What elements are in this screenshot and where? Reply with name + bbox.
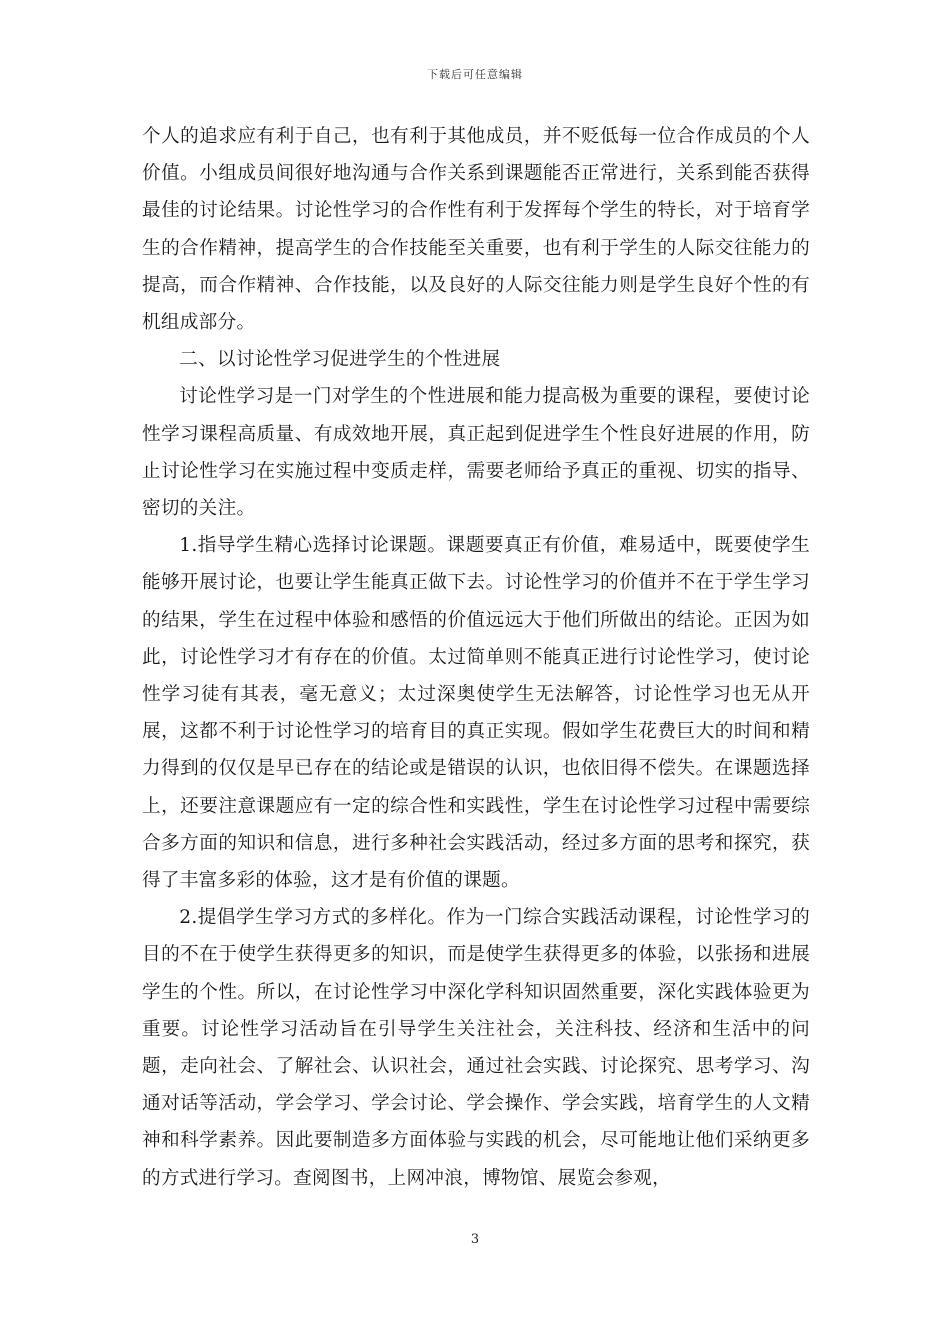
paragraph-continuation: 个人的追求应有利于自己，也有利于其他成员，并不贬低每一位合作成员的个人价值。小组成员间很好地沟通与合作关系到课题能否正常进行，关系到能否获得最佳的讨论结果。讨论性学习的合作性有利于发挥每个学生的特长，对于培育学生的合作精神，提高学生的合作技能至关重要，也有利于学生的人际交往能力的提高，而合作精神、合作技能，以及良好的人际交往能力则是学生良好个性的有机组成部分。 [142, 126, 810, 334]
section-heading: 二、以讨论性学习促进学生的个性进展 [179, 349, 501, 371]
document-body [142, 118, 810, 1197]
page-number: 3 [470, 1232, 480, 1247]
paragraph-item-1: 1.指导学生精心选择讨论课题。课题要真正有价值，难易适中，既要使学生能够开展讨论，也要让学生能真正做下去。讨论性学习的价值并不在于学生学习的结果，学生在过程中体验和感悟的价值远远大于他们所做出的结论。正因为如此，讨论性学习才有存在的价值。太过简单则不能真正进行讨论性学习，使讨论性学习徒有其表，毫无意义；太过深奥使学生无法解答，讨论性学习也无从开展，这都不利于讨论性学习的培育目的真正实现。假如学生花费巨大的时间和精力得到的仅仅是早已存在的结论或是错误的认识，也依旧得不偿失。在课题选择上，还要注意课题应有一定的综合性和实践性，学生在讨论性学习过程中需要综合多方面的知识和信息，进行多种社会实践活动，经过多方面的思考和探究，获得了丰富多彩的体验，这才是有价值的课题。 [142, 535, 810, 892]
paragraph-item-2: 2.提倡学生学习方式的多样化。作为一门综合实践活动课程，讨论性学习的目的不在于使学生获得更多的知识，而是使学生获得更多的体验，以张扬和进展学生的个性。所以，在讨论性学习中深化学科知识固然重要，深化实践体验更为重要。讨论性学习活动旨在引导学生关注社会，关注科技、经济和生活中的问题，走向社会、了解社会、认识社会，通过社会实践、讨论探究、思考学习、沟通对话等活动，学会学习、学会讨论、学会操作、学会实践，培育学生的人文精神和科学素养。因此要制造多方面体验与实践的机会，尽可能地让他们采纳更多的方式进行学习。查阅图书，上网冲浪，博物馆、展览会参观， [142, 907, 810, 1189]
paragraph: 讨论性学习是一门对学生的个性进展和能力提高极为重要的课程，要使讨论性学习课程高质量、有成效地开展，真正起到促进学生个性良好进展的作用，防止讨论性学习在实施过程中变质走样，需要老师给予真正的重视、切实的指导、密切的关注。 [142, 386, 810, 520]
page-header: 下载后可任意编辑 [427, 68, 523, 81]
